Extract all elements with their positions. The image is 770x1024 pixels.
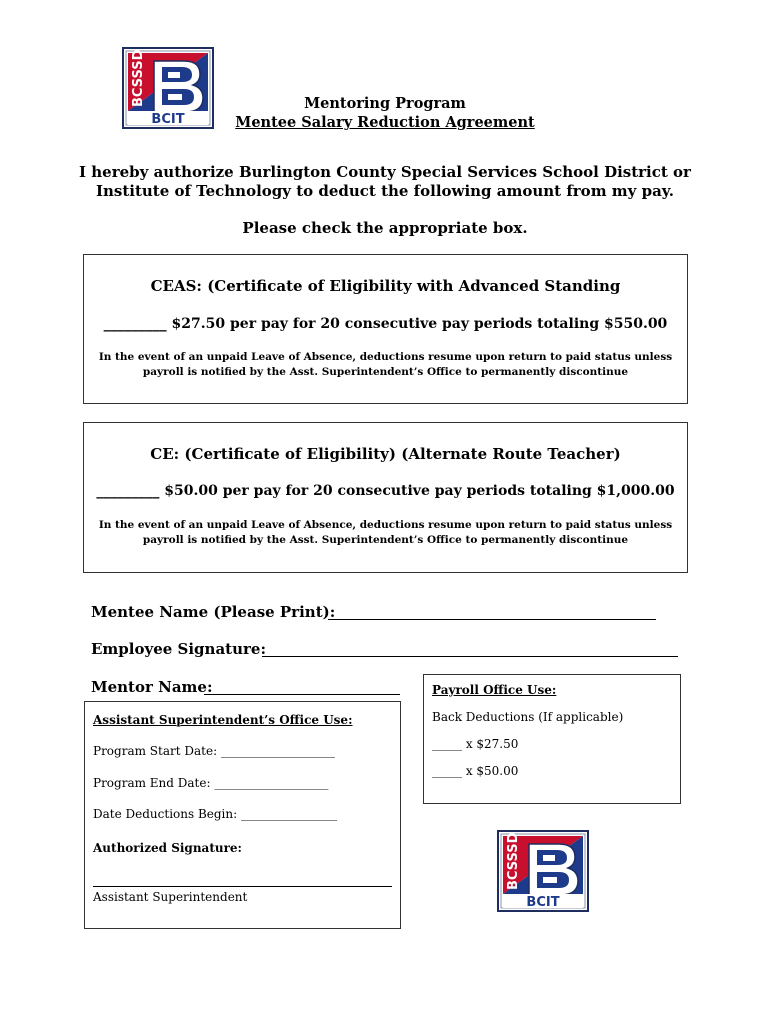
ceas-amount: $27.50 per pay for 20 consecutive pay periods totaling $550.00 (171, 316, 668, 332)
ce-amount-line (84, 483, 687, 499)
ce-note-line-2: payroll is notified by the Asst. Superintendent’s Office to permanently discontinue (142, 534, 629, 546)
authorized-signature-label: Authorized Signature: (93, 841, 242, 855)
program-end-row (93, 776, 328, 790)
back-deductions-label: Back Deductions (If applicable) (432, 710, 624, 724)
svg-text:BCIT: BCIT (526, 895, 560, 910)
check-box-instruction: Please check the appropriate box. (242, 219, 528, 237)
bcsssd-bcit-logo-bottom (497, 830, 589, 912)
ce-option-box[interactable] (83, 422, 688, 573)
svg-text:BCIT: BCIT (151, 112, 185, 127)
program-start-field[interactable]: ___________________ (220, 744, 335, 758)
ceas-check-blank[interactable]: _________ (103, 316, 167, 332)
program-start-label: Program Start Date: (93, 744, 218, 758)
ce-heading: CE: (Certificate of Eligibility) (Alternate Route Teacher) (150, 445, 621, 463)
ceas-option-box[interactable] (83, 254, 688, 404)
ceas-heading: CEAS: (Certificate of Eligibility with Advanced Standing (150, 277, 621, 295)
ce-amount: $50.00 per pay for 20 consecutive pay periods totaling $1,000.00 (164, 483, 675, 499)
program-title: Mentoring Program (304, 95, 466, 112)
ceas-note-line-1: In the event of an unpaid Leave of Absence, deductions resume upon return to paid status unless (98, 351, 673, 363)
asst-superintendent-box (84, 701, 401, 929)
mentor-name-field[interactable] (204, 694, 400, 695)
mentee-name-label: Mentee Name (Please Print): (91, 603, 336, 621)
deduction-27-text: x $27.50 (462, 737, 519, 751)
signer-title: Assistant Superintendent (93, 890, 248, 904)
deduction-50-text: x $50.00 (462, 764, 519, 778)
asst-office-title: Assistant Superintendent’s Office Use: (93, 713, 353, 727)
employee-signature-label: Employee Signature: (91, 640, 266, 658)
ce-check-blank[interactable]: _________ (96, 483, 160, 499)
deductions-begin-field[interactable]: ________________ (241, 807, 337, 821)
employee-signature-field[interactable] (262, 656, 678, 657)
agreement-title: Mentee Salary Reduction Agreement (235, 114, 535, 131)
svg-text:BCSSSD: BCSSSD (506, 832, 521, 890)
deduction-50-blank[interactable]: _____ (432, 764, 462, 778)
mentee-name-field[interactable] (328, 619, 656, 620)
deduction-27-blank[interactable]: _____ (432, 737, 462, 751)
deductions-begin-row (93, 807, 337, 821)
mentor-name-label: Mentor Name: (91, 678, 213, 696)
authorization-line-1: I hereby authorize Burlington County Special Services School District or (79, 163, 691, 181)
payroll-office-title: Payroll Office Use: (432, 683, 557, 697)
ceas-amount-line (84, 316, 687, 332)
deductions-begin-label: Date Deductions Begin: (93, 807, 238, 821)
deduction-50-line (432, 764, 518, 778)
authorization-line-2: Institute of Technology to deduct the following amount from my pay. (95, 182, 675, 200)
program-end-label: Program End Date: (93, 776, 211, 790)
ce-note-line-1: In the event of an unpaid Leave of Absence, deductions resume upon return to paid status unless (98, 519, 673, 531)
payroll-office-box (423, 674, 681, 804)
program-start-row (93, 744, 335, 758)
deduction-27-line (432, 737, 518, 751)
ceas-note-line-2: payroll is notified by the Asst. Superintendent’s Office to permanently discontinue (142, 366, 629, 378)
program-end-field[interactable]: ___________________ (214, 776, 329, 790)
svg-text:BCSSSD: BCSSSD (131, 49, 146, 107)
authorized-signature-line[interactable] (93, 886, 392, 887)
